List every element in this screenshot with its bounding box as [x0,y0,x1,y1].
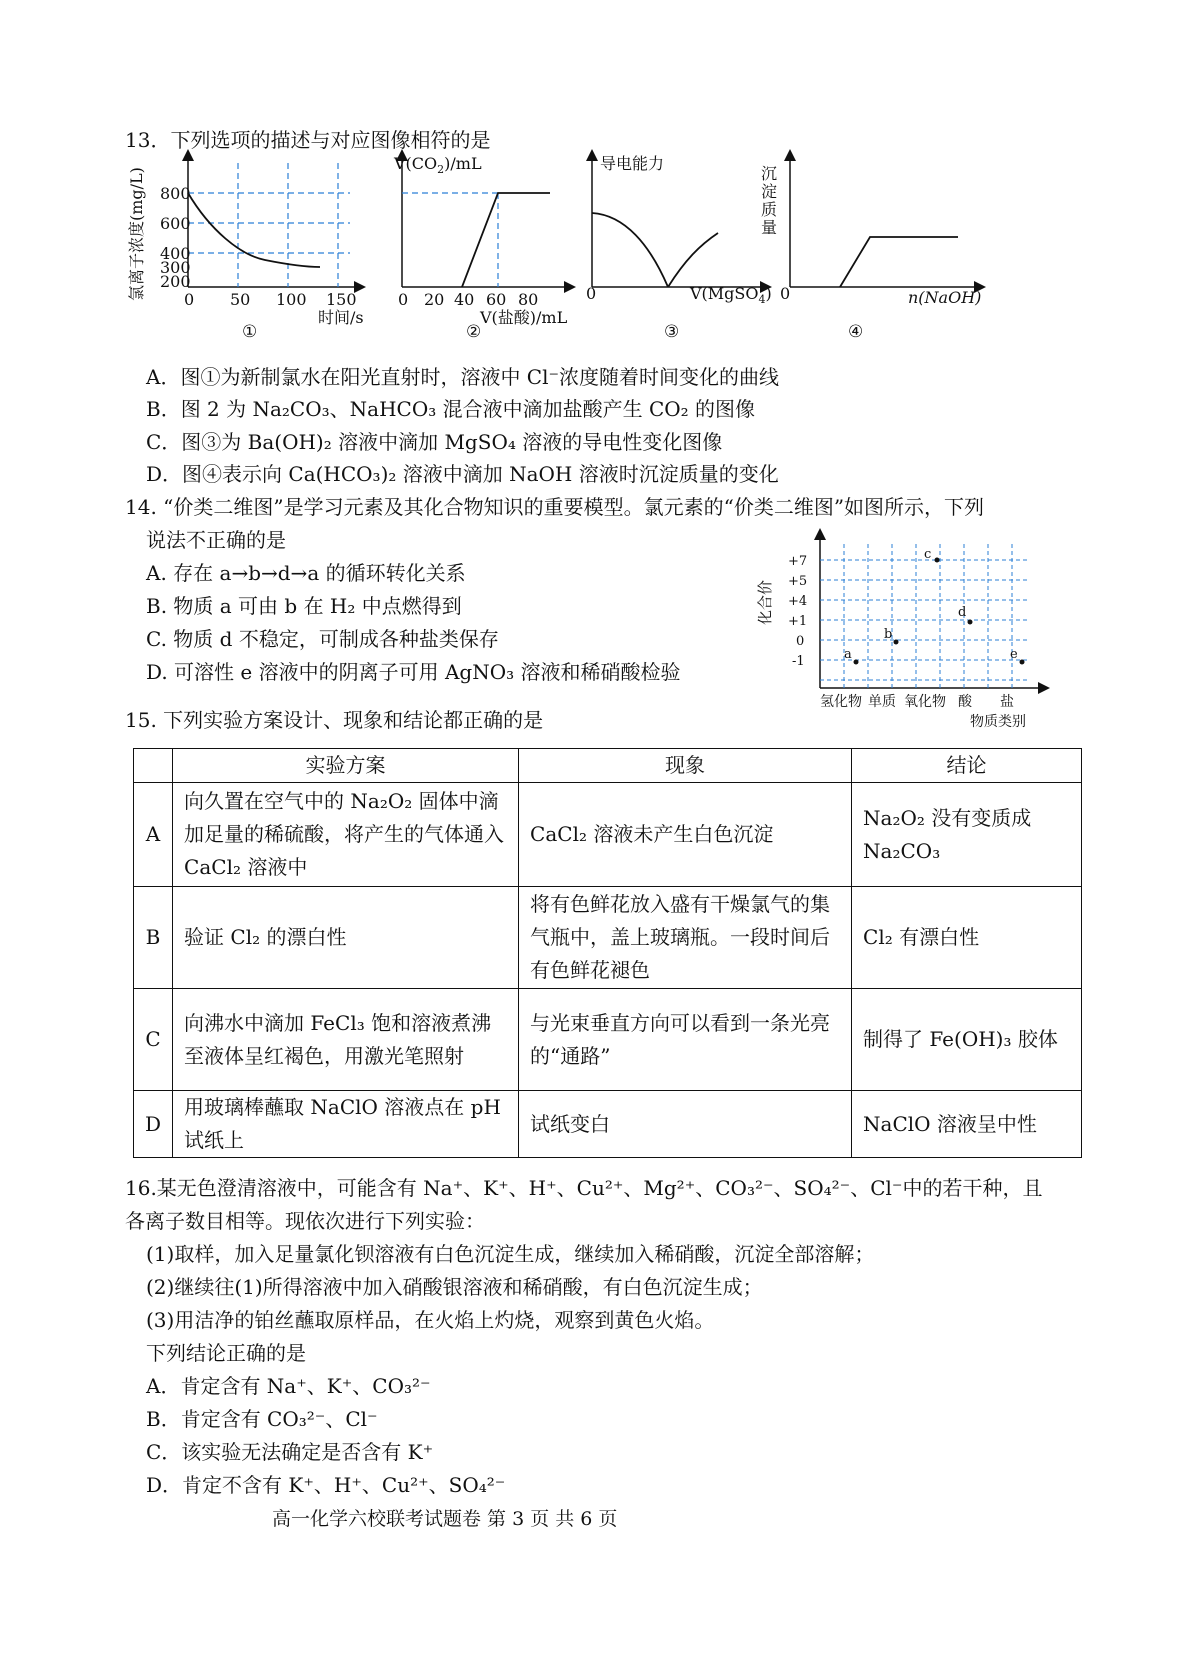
graph-1-ytick: 200 [160,272,191,291]
graph-3-curve-down [592,213,668,287]
graph-3-xlabel: V(MgSO$_4$) [690,284,772,306]
graph-2-line [462,193,550,287]
chart-xtick: 氧化物 [904,694,946,710]
row-phenomenon: 与光束垂直方向可以看到一条光亮的“通路” [519,989,852,1091]
chart-ytick: -1 [792,654,805,669]
q14-stem-line2: 说法不正确的是 [146,528,286,552]
chart-ytick: +7 [788,554,808,569]
graph-4-ylabel: 沉淀质量 [758,165,778,237]
point-e [1020,660,1025,665]
graph-3-number: ③ [664,322,680,342]
q16-option-b: B．肯定含有 CO₃²⁻、Cl⁻ [146,1407,378,1431]
table-row [134,887,1082,989]
q13-graphs [127,154,1030,365]
graph-3-origin: 0 [586,284,597,303]
point-d [968,620,973,625]
graph-2 [393,154,570,342]
q16-stem: 16.某无色澄清溶液中，可能含有 Na⁺、K⁺、H⁺、Cu²⁺、Mg²⁺、CO₃²⁻、SO₄²⁻、Cl⁻中的若干种，且 [125,1176,1043,1200]
q14-option-a: A. 存在 a→b→d→a 的循环转化关系 [146,561,466,585]
row-conclusion: Cl₂ 有漂白性 [852,887,1082,989]
graph-1-ytick: 300 [160,258,191,277]
row-phenomenon: 试纸变白 [519,1091,852,1158]
row-conclusion: 制得了 Fe(OH)₃ 胶体 [852,989,1082,1091]
row-conclusion: Na₂O₂ 没有变质成 Na₂CO₃ [852,783,1082,887]
chart-xtick: 氢化物 [820,694,862,710]
table-row [134,1091,1082,1158]
graph-2-xtick: 0 [398,290,409,309]
experiment-table [133,748,1082,1158]
graph-2-xlabel: V(盐酸)/mL [480,308,568,327]
graph-1-ytick: 400 [160,244,191,263]
graph-4-number: ④ [848,322,864,342]
table-header-row [134,749,1082,783]
table-row [134,783,1082,887]
point-a-label: a [844,647,852,662]
table-row [134,989,1082,1091]
q16-step-3: (3)用洁净的铂丝蘸取原样品，在火焰上灼烧，观察到黄色火焰。 [146,1308,715,1332]
table-header-scheme: 实验方案 [173,749,519,783]
q14-option-c: C. 物质 d 不稳定，可制成各种盐类保存 [146,627,499,651]
graph-2-ylabel: $V(CO_2)/mL$ [394,154,482,176]
graph-1 [127,155,364,342]
q14-option-d: D. 可溶性 e 溶液中的阴离子可用 AgNO₃ 溶液和稀硝酸检验 [146,660,681,684]
graph-4 [759,155,982,342]
graph-3-curve-up [668,233,718,287]
q16-option-c: C．该实验无法确定是否含有 K⁺ [146,1440,434,1464]
row-label: C [134,989,173,1091]
point-d-label: d [958,605,967,620]
chart-xtick: 单质 [868,694,896,710]
q16-option-a: A．肯定含有 Na⁺、K⁺、CO₃²⁻ [146,1374,431,1398]
graph-1-xtick: 100 [276,290,307,309]
graph-2-xtick: 40 [454,290,475,309]
q13-option-a: A．图①为新制氯水在阳光直射时，溶液中 Cl⁻浓度随着时间变化的曲线 [146,365,780,389]
row-conclusion: NaClO 溶液呈中性 [852,1091,1082,1158]
graph-1-ytick: 800 [160,184,191,203]
chart-xtick: 盐 [1000,694,1014,710]
row-scheme: 向久置在空气中的 Na₂O₂ 固体中滴加足量的稀硫酸，将产生的气体通入 CaCl₂ 溶液中 [173,783,519,887]
graph-4-origin: 0 [780,284,791,303]
graph-1-xlabel: 时间/s [318,308,364,327]
graph-2-number: ② [466,322,482,342]
graph-3-ylabel: 导电能力 [600,154,665,173]
q13-stem: 13．下列选项的描述与对应图像相符的是 [125,128,491,152]
q16-step-1: (1)取样，加入足量氯化钡溶液有白色沉淀生成，继续加入稀硝酸，沉淀全部溶解； [146,1242,875,1266]
chart-ylabel: 化合价 [756,579,774,625]
graph-1-number: ① [242,322,258,342]
point-c-label: c [924,547,932,562]
row-label: A [134,783,173,887]
chart-ytick: +4 [788,594,808,609]
graph-1-xtick: 150 [326,290,357,309]
graph-1-ytick: 600 [160,214,191,233]
row-phenomenon: 将有色鲜花放入盛有干燥氯气的集气瓶中，盖上玻璃瓶。一段时间后有色鲜花褪色 [519,887,852,989]
graph-1-xtick: 50 [230,290,251,309]
chart-ytick: 0 [796,634,805,649]
point-e-label: e [1010,647,1018,662]
graph-1-xtick: 0 [184,290,195,309]
chart-ytick: +5 [788,574,808,589]
q14-stem: 14. “价类二维图”是学习元素及其化合物知识的重要模型。氯元素的“价类二维图”如图所示，下列 [125,495,985,519]
graph-4-xlabel: n(NaOH) [908,288,982,307]
graph-2-xtick: 80 [518,290,539,309]
row-phenomenon: CaCl₂ 溶液未产生白色沉淀 [519,783,852,887]
chart-xlabel: 物质类别 [970,714,1026,730]
table-header-conclusion: 结论 [852,749,1082,783]
q16-option-d: D．肯定不含有 K⁺、H⁺、Cu²⁺、SO₄²⁻ [146,1473,506,1497]
valence-class-chart [756,530,1070,735]
graph-3 [586,154,772,342]
q16-prompt: 下列结论正确的是 [146,1341,306,1365]
row-scheme: 验证 Cl₂ 的漂白性 [173,887,519,989]
chart-xtick: 酸 [958,694,972,710]
chart-ytick: +1 [788,614,808,629]
point-c [935,558,940,563]
point-a [854,660,859,665]
q15-stem: 15. 下列实验方案设计、现象和结论都正确的是 [125,708,544,732]
row-label: D [134,1091,173,1158]
graph-2-xtick: 20 [424,290,445,309]
point-b [894,640,899,645]
table-header-blank [134,749,173,783]
row-label: B [134,887,173,989]
page-footer: 高一化学六校联考试题卷 第 3 页 共 6 页 [272,1508,618,1530]
table-header-phenomenon: 现象 [519,749,852,783]
row-scheme: 用玻璃棒蘸取 NaClO 溶液点在 pH 试纸上 [173,1091,519,1158]
point-b-label: b [884,627,893,642]
graph-1-ylabel: 氯离子浓度(mg/L) [127,167,146,301]
q13-option-c: C．图③为 Ba(OH)₂ 溶液中滴加 MgSO₄ 溶液的导电性变化图像 [146,430,723,454]
q16-stem-line2: 各离子数目相等。现依次进行下列实验： [125,1209,485,1233]
q16-step-2: (2)继续往(1)所得溶液中加入硝酸银溶液和稀硝酸，有白色沉淀生成； [146,1275,763,1299]
row-scheme: 向沸水中滴加 FeCl₃ 饱和溶液煮沸至液体呈红褐色，用激光笔照射 [173,989,519,1091]
q13-option-b: B．图 2 为 Na₂CO₃、NaHCO₃ 混合液中滴加盐酸产生 CO₂ 的图像 [146,397,756,421]
graph-2-xtick: 60 [486,290,507,309]
graph-4-line [840,237,958,287]
q14-option-b: B. 物质 a 可由 b 在 H₂ 中点燃得到 [146,594,462,618]
graph-1-curve [188,193,320,267]
q13-option-d: D．图④表示向 Ca(HCO₃)₂ 溶液中滴加 NaOH 溶液时沉淀质量的变化 [146,462,779,486]
